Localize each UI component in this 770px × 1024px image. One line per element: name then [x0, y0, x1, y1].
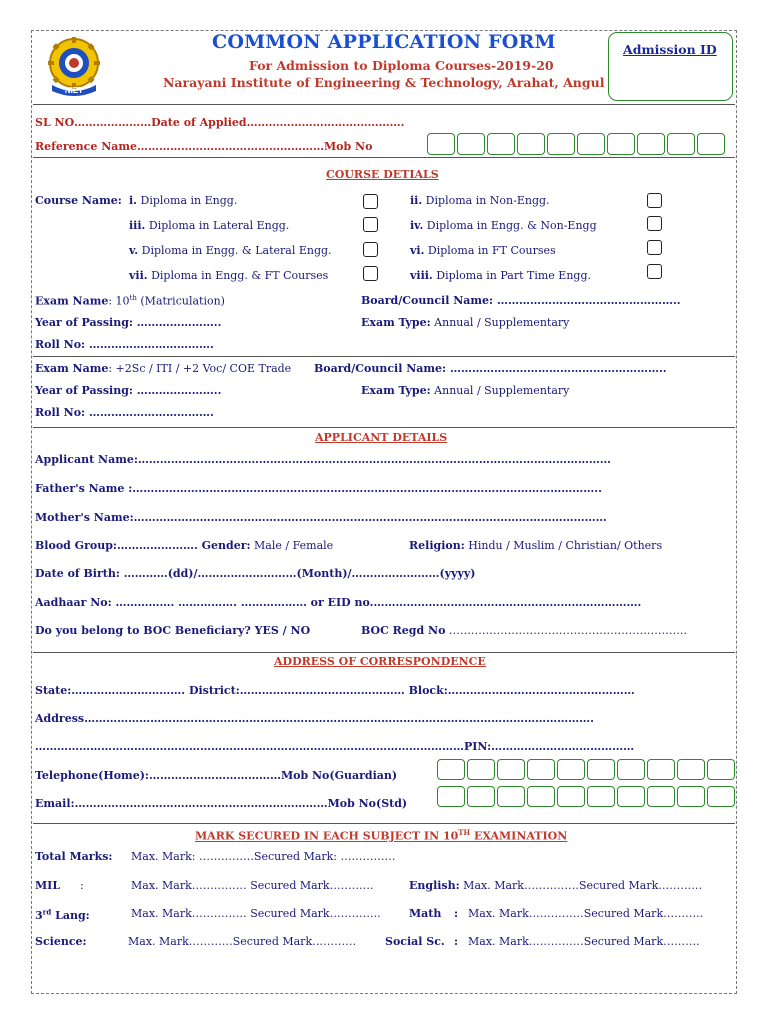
- exam1-type: Exam Type: Annual / Supplementary: [361, 316, 570, 329]
- course-checkbox-1[interactable]: [363, 194, 378, 209]
- divider: [33, 157, 735, 158]
- digit-box[interactable]: [497, 786, 525, 807]
- reference-line[interactable]: Reference Name……………………………………………Mob No: [35, 140, 373, 153]
- math-marks-field[interactable]: Max. Mark……………Secured Mark………..: [468, 907, 704, 920]
- digit-box[interactable]: [547, 133, 575, 155]
- address-heading: ADDRESS OF CORRESPONDENCE: [274, 655, 486, 668]
- digit-box[interactable]: [647, 759, 675, 780]
- mil-label: MIL: [35, 879, 61, 892]
- math-colon: :: [454, 907, 459, 920]
- course-checkbox-3[interactable]: [363, 217, 378, 232]
- sl-no-line[interactable]: SL NO…………………Date of Applied…………………………………….: [35, 116, 405, 129]
- applicant-name-field[interactable]: Applicant Name:…………………………………………………………………………………………………………………: [35, 453, 611, 466]
- digit-box[interactable]: [527, 759, 555, 780]
- course-option-2: ii. Diploma in Non-Engg.: [410, 194, 550, 207]
- digit-box[interactable]: [617, 786, 645, 807]
- form-subtitle: For Admission to Diploma Courses-2019-20: [249, 58, 554, 73]
- course-option-7: vii. Diploma in Engg. & FT Courses: [129, 269, 329, 282]
- father-name-field[interactable]: Father's Name :………………………………………………………………………………………………………………..: [35, 482, 602, 495]
- blood-gender-line[interactable]: Blood Group:…………………. Gender: Male / Female: [35, 539, 334, 552]
- digit-box[interactable]: [467, 759, 495, 780]
- exam2-year-field[interactable]: Year of Passing: …………………..: [35, 384, 222, 397]
- exam1-board-field[interactable]: Board/Council Name: …………………………………………..: [361, 294, 681, 307]
- admission-id-label: Admission ID: [623, 42, 717, 57]
- digit-box[interactable]: [437, 786, 465, 807]
- exam2-board-field[interactable]: Board/Council Name: …………………………………………………..: [314, 362, 667, 375]
- telephone-field[interactable]: Telephone(Home):………………………………Mob No(Guardian): [35, 769, 398, 782]
- social-colon: :: [454, 935, 459, 948]
- third-lang-label: 3rd Lang:: [35, 907, 90, 922]
- course-option-8: viii. Diploma in Part Time Engg.: [410, 269, 591, 282]
- course-option-4: iv. Diploma in Engg. & Non-Engg: [410, 219, 597, 232]
- divider: [33, 427, 735, 428]
- total-marks-field[interactable]: Max. Mark: ……………Secured Mark: ……………: [131, 850, 396, 863]
- exam2-name: Exam Name: +2Sc / ITI / +2 Voc/ COE Trade: [35, 362, 292, 375]
- aadhaar-field[interactable]: Aadhaar No: ……………. ……………. ……………… or EID no.……………………………………………………………….: [35, 596, 642, 609]
- total-marks-label: Total Marks:: [35, 850, 113, 863]
- digit-box[interactable]: [617, 759, 645, 780]
- digit-box[interactable]: [707, 786, 735, 807]
- third-lang-marks-field[interactable]: Max. Mark…………… Secured Mark…………..: [131, 907, 381, 920]
- social-marks-field[interactable]: Max. Mark……………Secured Mark……….: [468, 935, 700, 948]
- boc-regd-field[interactable]: BOC Regd No ………………………………………………………..: [361, 624, 687, 637]
- mother-name-field[interactable]: Mother's Name:…………………………………………………………………………………………………………………: [35, 511, 607, 524]
- course-option-5: v. Diploma in Engg. & Lateral Engg.: [129, 244, 332, 257]
- social-label: Social Sc.: [385, 935, 445, 948]
- digit-box[interactable]: [677, 759, 705, 780]
- mil-colon: :: [80, 879, 84, 892]
- course-option-3: iii. Diploma in Lateral Engg.: [129, 219, 290, 232]
- course-checkbox-2[interactable]: [647, 193, 662, 208]
- science-label: Science:: [35, 935, 87, 948]
- exam2-type: Exam Type: Annual / Supplementary: [361, 384, 570, 397]
- course-details-heading: COURSE DETIALS: [326, 168, 439, 181]
- digit-box[interactable]: [577, 133, 605, 155]
- email-field[interactable]: Email:……………………………………………………………Mob No(Std): [35, 797, 408, 810]
- divider: [33, 104, 735, 105]
- digit-box[interactable]: [497, 759, 525, 780]
- mil-marks-field[interactable]: Max. Mark…………… Secured Mark…………: [131, 879, 374, 892]
- boc-question[interactable]: Do you belong to BOC Beneficiary? YES / NO: [35, 624, 311, 637]
- digit-box[interactable]: [457, 133, 485, 155]
- science-marks-field[interactable]: Max. Mark…………Secured Mark…………: [128, 935, 357, 948]
- digit-box[interactable]: [517, 133, 545, 155]
- digit-box[interactable]: [667, 133, 695, 155]
- applicant-details-heading: APPLICANT DETAILS: [315, 431, 448, 444]
- digit-box[interactable]: [427, 133, 455, 155]
- address-field[interactable]: Address………………………………………………………………………………………………………………………….: [35, 712, 594, 725]
- english-marks-field[interactable]: English: Max. Mark……………Secured Mark…………: [409, 879, 703, 892]
- course-checkbox-6[interactable]: [647, 240, 662, 255]
- marks-heading: MARK SECURED IN EACH SUBJECT IN 10TH EXAMINATION: [195, 828, 568, 843]
- digit-box[interactable]: [697, 133, 725, 155]
- form-title: COMMON APPLICATION FORM: [212, 31, 556, 53]
- state-district-block-field[interactable]: State:…………………………. District:……………………………………… Block:……………………………………………: [35, 684, 635, 697]
- digit-box[interactable]: [527, 786, 555, 807]
- exam1-year-field[interactable]: Year of Passing: …………………..: [35, 316, 222, 329]
- digit-box[interactable]: [677, 786, 705, 807]
- divider: [33, 356, 735, 357]
- divider: [33, 823, 735, 824]
- digit-box[interactable]: [647, 786, 675, 807]
- digit-box[interactable]: [637, 133, 665, 155]
- course-checkbox-4[interactable]: [647, 216, 662, 231]
- exam2-roll-field[interactable]: Roll No: …………………………….: [35, 406, 214, 419]
- institute-name: Narayani Institute of Engineering & Technology, Arahat, Angul: [163, 75, 605, 90]
- course-name-label: Course Name:: [35, 194, 122, 207]
- digit-box[interactable]: [707, 759, 735, 780]
- exam1-name: Exam Name: 10th (Matriculation): [35, 294, 225, 308]
- dob-field[interactable]: Date of Birth: …………(dd)/………………………(Month)/……………………(yyyy): [35, 567, 476, 580]
- institute-logo: [42, 35, 106, 99]
- logo-text: NIET: [64, 86, 84, 95]
- digit-box[interactable]: [557, 759, 585, 780]
- digit-box[interactable]: [587, 786, 615, 807]
- course-option-6: vi. Diploma in FT Courses: [410, 244, 556, 257]
- digit-box[interactable]: [587, 759, 615, 780]
- digit-box[interactable]: [557, 786, 585, 807]
- course-checkbox-7[interactable]: [363, 266, 378, 281]
- course-checkbox-5[interactable]: [363, 242, 378, 257]
- digit-box[interactable]: [487, 133, 515, 155]
- pin-field[interactable]: ………………………………………………………………………………………………………PIN:…………………………………: [35, 740, 635, 753]
- digit-box[interactable]: [437, 759, 465, 780]
- divider: [33, 652, 735, 653]
- religion-line[interactable]: Religion: Hindu / Muslim / Christian/ Others: [409, 539, 663, 552]
- admission-id-box[interactable]: [608, 32, 733, 101]
- course-checkbox-8[interactable]: [647, 264, 662, 279]
- math-label: Math: [409, 907, 442, 920]
- digit-box[interactable]: [467, 786, 495, 807]
- digit-box[interactable]: [607, 133, 635, 155]
- exam1-roll-field[interactable]: Roll No: …………………………….: [35, 338, 214, 351]
- course-option-1: i. Diploma in Engg.: [129, 194, 238, 207]
